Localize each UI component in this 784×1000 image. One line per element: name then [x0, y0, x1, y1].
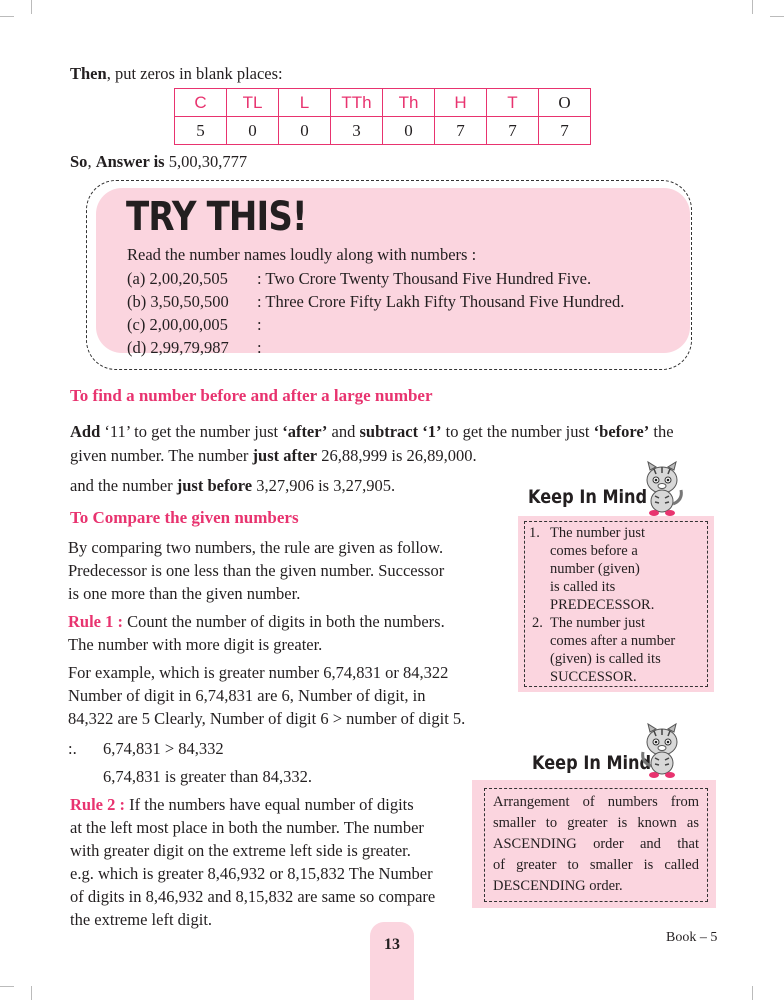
- then-line: [70, 62, 283, 86]
- try-item-value: :: [257, 315, 262, 334]
- before-bold: ‘before’: [593, 422, 650, 441]
- rule2-text: If the numbers have equal number of digits: [125, 795, 414, 814]
- keep-line: number (given): [550, 561, 640, 577]
- answer-label: Answer is: [95, 152, 165, 171]
- keep-line: DESCENDING order.: [493, 878, 623, 894]
- rule2-line: the extreme left digit.: [70, 910, 213, 929]
- rule2-label: Rule 2 :: [70, 795, 125, 814]
- crop-mark: [0, 16, 14, 17]
- header-cell: TTh: [331, 89, 383, 117]
- keep-in-mind-title: Keep In Mind: [528, 486, 648, 508]
- keep-line: of greater to smaller is called: [493, 857, 699, 873]
- rule1-line: The number with more digit is greater.: [68, 635, 323, 654]
- rule1-text: Count the number of digits in both the numbers.: [127, 612, 445, 631]
- just-after-bold: just after: [252, 446, 318, 465]
- text-span: 26,88,999 is 26,89,000.: [317, 446, 477, 465]
- rule2-line: with greater digit on the extreme left side is greater.: [70, 841, 411, 860]
- try-this-item: [127, 269, 592, 289]
- try-this-item: [127, 292, 625, 312]
- crop-mark: [0, 986, 14, 987]
- inequality: 6,74,831 > 84,332: [103, 739, 224, 758]
- keep-line: The number just: [550, 525, 646, 541]
- rule2-line: at the left most place in both the number. The number: [70, 818, 424, 837]
- compare-intro-line: is one more than the given number.: [68, 584, 301, 603]
- answer-line: [70, 150, 247, 174]
- text-span: and the number: [70, 476, 177, 495]
- conclusion: 6,74,831 is greater than 84,332.: [103, 767, 312, 786]
- try-item-label: (a) 2,00,20,505: [127, 269, 228, 288]
- text-span: to get the number just: [441, 422, 594, 441]
- keep-line: comes before a: [550, 543, 638, 559]
- header-cell: Th: [383, 89, 435, 117]
- try-item-value: : Three Crore Fifty Lakh Fifty Thousand Five Hundred.: [257, 292, 625, 311]
- keep-item: [532, 614, 543, 632]
- keep-line: SUCCESSOR.: [550, 669, 637, 685]
- keep-line: comes after a number: [550, 633, 676, 649]
- digit-cell: 7: [435, 117, 487, 145]
- keep-in-mind-text: [484, 788, 708, 902]
- then-bold: Then: [70, 64, 107, 83]
- subtract-bold: subtract ‘1’: [359, 422, 442, 441]
- keep-line: ASCENDING order and that: [493, 836, 699, 852]
- tiger-mascot-icon: [636, 460, 688, 518]
- digit-cell: 7: [539, 117, 591, 145]
- digit-cell: 5: [175, 117, 227, 145]
- text-span: ‘11’ to get the number just: [100, 422, 283, 441]
- text-span: and: [327, 422, 360, 441]
- digit-cell: 7: [487, 117, 539, 145]
- rule1-line: [68, 610, 445, 634]
- keep-line: The number just: [550, 615, 646, 631]
- digit-cell: 0: [227, 117, 279, 145]
- answer-value: 5,00,30,777: [168, 152, 248, 171]
- rule2-line: of digits in 8,46,932 and 8,15,832 are same so compare: [70, 887, 436, 906]
- keep-item-num: 1.: [529, 525, 540, 541]
- digit-cell: 0: [383, 117, 435, 145]
- answer-comma: ,: [87, 152, 92, 171]
- then-rest: , put zeros in blank places:: [106, 64, 283, 83]
- digit-cell: 3: [331, 117, 383, 145]
- tiger-mascot-icon: [636, 722, 688, 780]
- rule1-label: Rule 1 :: [68, 612, 123, 631]
- text-span: the: [649, 422, 674, 441]
- compare-intro-line: By comparing two numbers, the rule are given as follow.: [68, 538, 444, 557]
- book-label: Book – 5: [666, 930, 718, 945]
- try-item-label: (d) 2,99,79,987: [127, 338, 229, 357]
- section-heading-before-after: To find a number before and after a large number: [70, 386, 433, 405]
- keep-line: smaller to greater is known as: [493, 815, 699, 831]
- page-number-tab: [370, 922, 414, 1000]
- try-item-label: (b) 3,50,50,500: [127, 292, 229, 311]
- try-item-label: (c) 2,00,00,005: [127, 315, 228, 334]
- try-this-instruction: Read the number names loudly along with numbers :: [127, 245, 477, 264]
- example-line: Number of digit in 6,74,831 are 6, Number of digit, in: [68, 686, 426, 705]
- therefore-symbol: :.: [68, 739, 77, 758]
- header-cell: O: [539, 89, 591, 117]
- keep-item-num: 2.: [532, 615, 543, 631]
- header-cell: C: [175, 89, 227, 117]
- keep-item-text: [550, 614, 675, 686]
- page-number: 13: [384, 936, 400, 953]
- crop-mark: [31, 986, 32, 1000]
- try-item-value: : Two Crore Twenty Thousand Five Hundred Five.: [257, 269, 592, 288]
- text-span: 3,27,906 is 3,27,905.: [252, 476, 396, 495]
- section-heading-compare: To Compare the given numbers: [70, 508, 299, 527]
- try-item-value: :: [257, 338, 262, 357]
- just-before-paragraph: [70, 474, 395, 498]
- try-this-item: [127, 338, 262, 358]
- header-cell: H: [435, 89, 487, 117]
- rule2-line: [70, 793, 414, 817]
- before-after-paragraph: [70, 420, 730, 468]
- keep-item-text: [550, 524, 654, 614]
- add-bold: Add: [70, 422, 101, 441]
- just-before-bold: just before: [176, 476, 253, 495]
- text-span: given number. The number: [70, 446, 253, 465]
- keep-line: Arrangement of numbers from: [493, 794, 699, 810]
- digit-cell: 0: [279, 117, 331, 145]
- keep-in-mind-list: [524, 521, 708, 687]
- after-bold: ‘after’: [282, 422, 328, 441]
- try-this-title: TRY THIS!: [126, 194, 307, 240]
- keep-line: PREDECESSOR.: [550, 597, 655, 613]
- header-cell: TL: [227, 89, 279, 117]
- header-cell: L: [279, 89, 331, 117]
- example-line: For example, which is greater number 6,74,831 or 84,322: [68, 663, 449, 682]
- try-this-item: [127, 315, 262, 335]
- crop-mark: [31, 0, 32, 14]
- crop-mark: [770, 16, 784, 17]
- crop-mark: [752, 0, 753, 14]
- example-line: 84,322 are 5 Clearly, Number of digit 6 > number of digit 5.: [68, 709, 466, 728]
- rule2-line: e.g. which is greater 8,46,932 or 8,15,832 The Number: [70, 864, 433, 883]
- keep-line: is called its: [550, 579, 616, 595]
- header-cell: T: [487, 89, 539, 117]
- place-value-digit-row: [175, 117, 591, 145]
- answer-so: So: [70, 152, 88, 171]
- keep-in-mind-title: Keep In Mind: [532, 752, 652, 774]
- keep-line: (given) is called its: [550, 651, 661, 667]
- place-value-header-row: [175, 89, 591, 117]
- crop-mark: [752, 986, 753, 1000]
- keep-item: [529, 524, 540, 542]
- place-value-table: [174, 88, 591, 145]
- compare-intro-line: Predecessor is one less than the given number. Successor: [68, 561, 445, 580]
